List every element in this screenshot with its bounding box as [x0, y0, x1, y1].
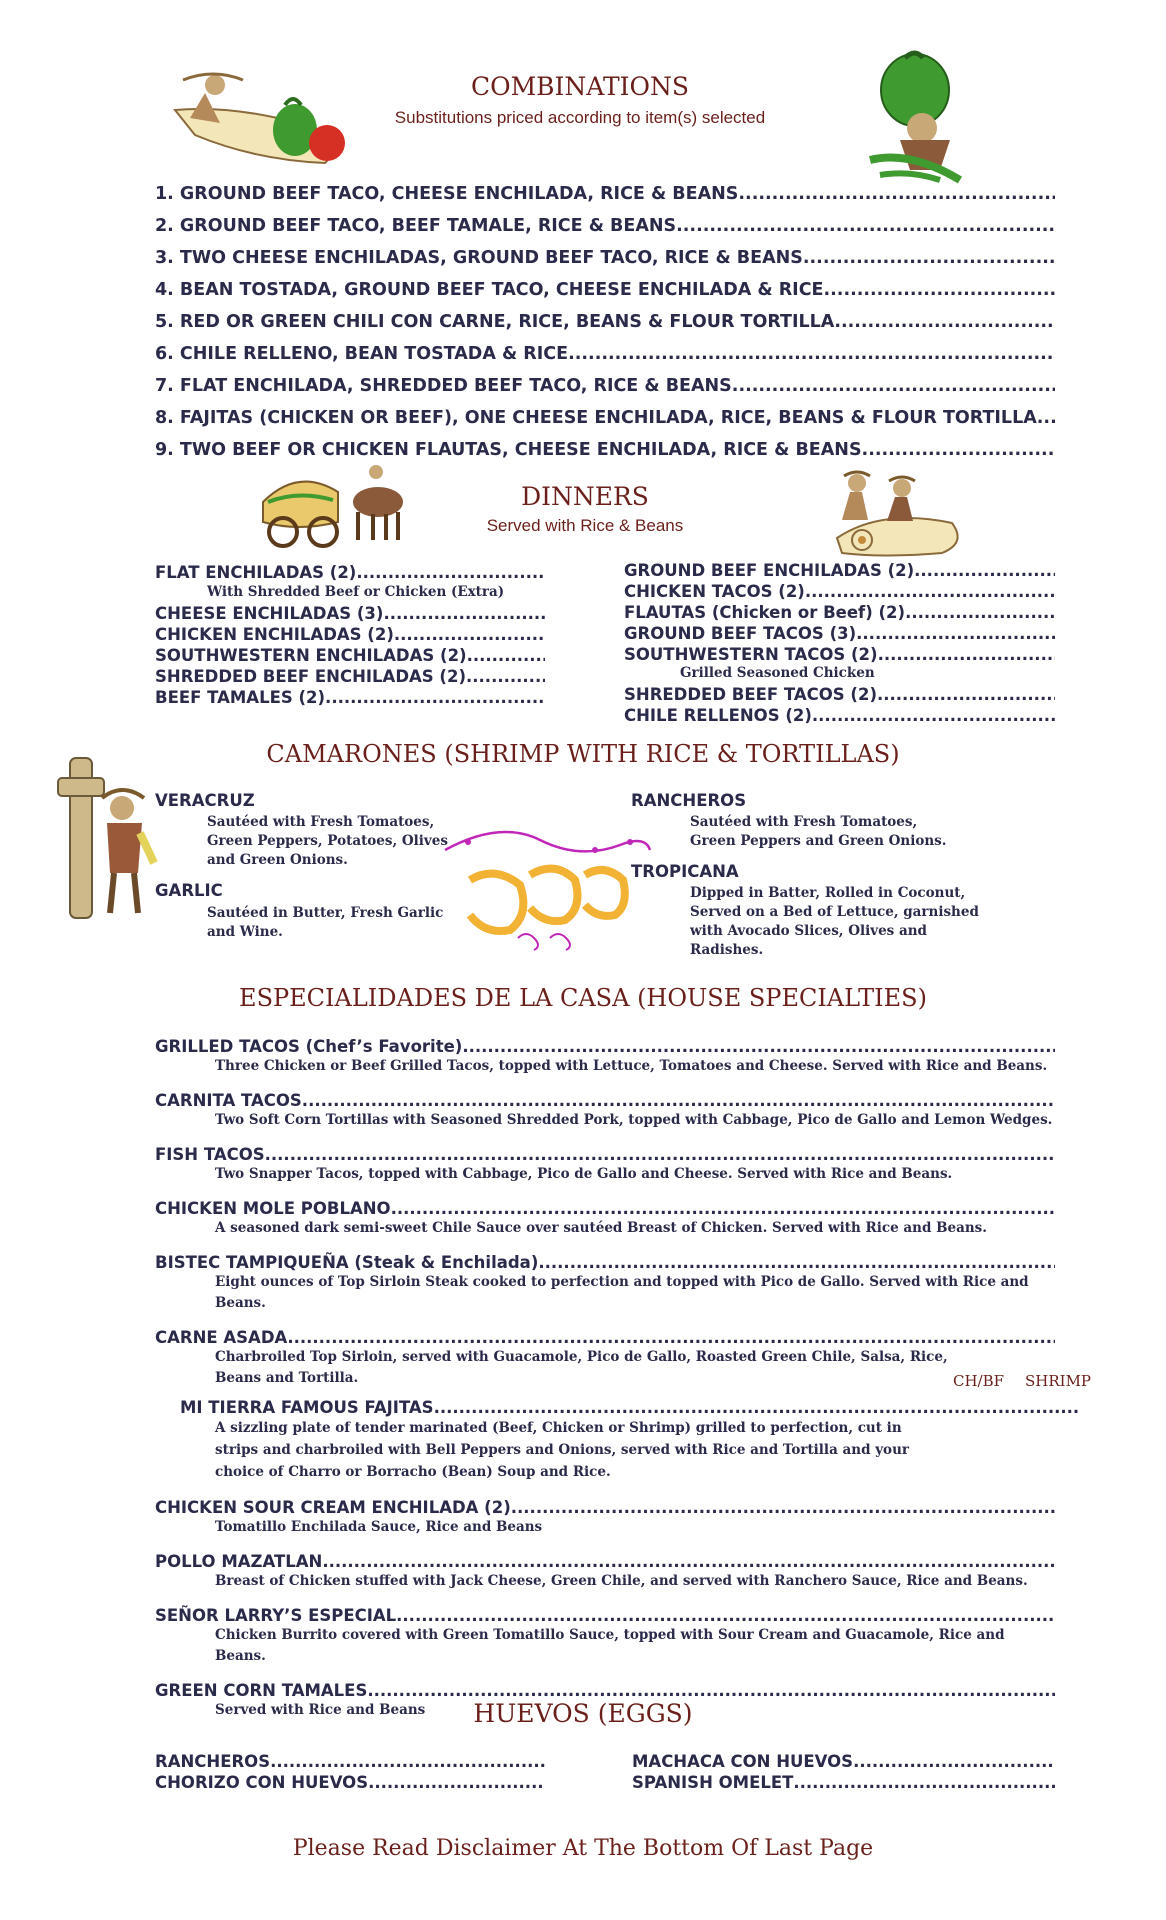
list-item: GROUND BEEF ENCHILADAS (2) .....	[624, 559, 1055, 580]
specialty-desc: Two Soft Corn Tortillas with Seasoned Shredded Pork, topped with Cabbage, Pico de Gallo and Lemon Wedges.	[215, 1112, 1053, 1128]
specialty-desc: Served with Rice and Beans	[215, 1702, 426, 1718]
rancheros-desc: Sautéed with Fresh Tomatoes, Green Peppers and Green Onions.	[690, 814, 947, 849]
list-item: SHREDDED BEEF ENCHILADAS (2) .....	[155, 665, 545, 686]
specialty-desc: Chicken Burrito covered with Green Tomatillo Sauce, topped with Sour Cream and Guacamole, Rice and Beans.	[215, 1627, 1005, 1664]
list-item: 5. RED OR GREEN CHILI CON CARNE, RICE, BEANS & FLOUR TORTILLA .....	[155, 302, 1055, 332]
specialties-title: ESPECIALIDADES DE LA CASA (HOUSE SPECIALTIES)	[239, 984, 927, 1012]
list-item: SPANISH OMELET .....	[632, 1771, 1055, 1792]
specialty-name: GRILLED TACOS (Chef’s Favorite) .....	[155, 1034, 1055, 1056]
specialty-desc: Two Snapper Tacos, topped with Cabbage, Pico de Gallo and Cheese. Served with Rice and Beans.	[215, 1166, 953, 1182]
garlic-name: GARLIC	[155, 881, 223, 900]
green-pepper-man-illustration	[860, 50, 980, 190]
combinations-title: COMBINATIONS	[470, 72, 690, 101]
list-item: CHEESE ENCHILADAS (3) .....	[155, 602, 545, 623]
shrimp-illustration	[440, 820, 660, 965]
list-item: 7. FLAT ENCHILADA, SHREDDED BEEF TACO, RICE & BEANS .....	[155, 366, 1055, 396]
list-item: CHORIZO CON HUEVOS .....	[155, 1771, 545, 1792]
list-item: FLAUTAS (Chicken or Beef) (2) .....	[624, 601, 1055, 622]
specialty-name: GREEN CORN TAMALES .....	[155, 1678, 1055, 1700]
specialty-desc: A sizzling plate of tender marinated (Beef, Chicken or Shrimp) grilled to perfection, cut in strips and charbroiled with Bell Peppers and Onions, served with Rice and Tortilla and your choice of Charro or Borracho (Bean) Soup and Rice.	[215, 1420, 909, 1480]
list-item: 1. GROUND BEEF TACO, CHEESE ENCHILADA, RICE & BEANS .....	[155, 174, 1055, 204]
camarones-title: CAMARONES (SHRIMP WITH RICE & TORTILLAS)	[266, 740, 900, 768]
specialties-list-2	[155, 1495, 1055, 1721]
price-header-shrimp: SHRIMP	[1025, 1372, 1092, 1390]
list-item: GROUND BEEF TACOS (3) .....	[624, 622, 1055, 643]
list-item: 6. CHILE RELLENO, BEAN TOSTADA & RICE .....	[155, 334, 1055, 364]
specialty-desc: A seasoned dark semi-sweet Chile Sauce over sautéed Breast of Chicken. Served with Rice and Beans.	[215, 1220, 987, 1236]
burrito-people-illustration	[822, 468, 972, 560]
list-item: 3. TWO CHEESE ENCHILADAS, GROUND BEEF TACO, RICE & BEANS .....	[155, 238, 1055, 268]
list-item: SHREDDED BEEF TACOS (2) .....	[624, 683, 1055, 704]
specialty-name: CHICKEN SOUR CREAM ENCHILADA (2) .....	[155, 1495, 1055, 1517]
list-item: FLAT ENCHILADAS (2) .....	[155, 561, 545, 582]
dinners-left-list	[155, 561, 545, 707]
man-with-tortilla-board-illustration	[52, 748, 162, 928]
list-item: 8. FAJITAS (CHICKEN OR BEEF), ONE CHEESE ENCHILADA, RICE, BEANS & FLOUR TORTILLA .....	[155, 398, 1055, 428]
list-item: CHICKEN TACOS (2) .....	[624, 580, 1055, 601]
tropicana-name: TROPICANA	[631, 862, 739, 881]
specialty-desc: Charbroiled Top Sirloin, served with Guacamole, Pico de Gallo, Roasted Green Chile, Salsa, Rice, Beans and Tortilla.	[215, 1349, 948, 1386]
specialty-name: FISH TACOS .....	[155, 1142, 1055, 1164]
list-item: 2. GROUND BEEF TACO, BEEF TAMALE, RICE & BEANS .....	[155, 206, 1055, 236]
list-item: SOUTHWESTERN TACOS (2) .....	[624, 643, 1055, 664]
dinners-title: DINNERS	[521, 482, 649, 511]
huevos-title: HUEVOS (EGGS)	[473, 1699, 693, 1728]
specialty-desc: Tomatillo Enchilada Sauce, Rice and Beans	[215, 1519, 543, 1535]
rancheros-name: RANCHEROS	[631, 791, 747, 810]
huevos-right-list	[632, 1750, 1055, 1792]
item-note: With Shredded Beef or Chicken (Extra)	[207, 584, 505, 600]
veracruz-desc: Sautéed with Fresh Tomatoes, Green Peppers, Potatoes, Olives and Green Onions.	[207, 814, 448, 868]
list-item: CHILE RELLENOS (2) .....	[624, 704, 1055, 725]
specialty-name: CARNITA TACOS .....	[155, 1088, 1055, 1110]
dinners-subtitle: Served with Rice & Beans	[486, 516, 684, 535]
list-item: MACHACA CON HUEVOS .....	[632, 1750, 1055, 1771]
specialty-name: CARNE ASADA .....	[155, 1325, 1055, 1347]
list-item: 9. TWO BEEF OR CHICKEN FLAUTAS, CHEESE ENCHILADA, RICE & BEANS .....	[155, 430, 1055, 460]
list-item: RANCHEROS .....	[155, 1750, 545, 1771]
list-item: 4. BEAN TOSTADA, GROUND BEEF TACO, CHEESE ENCHILADA & RICE .....	[155, 270, 1055, 300]
specialty-name: POLLO MAZATLAN .....	[155, 1549, 1055, 1571]
specialty-name: MI TIERRA FAMOUS FAJITAS .....	[180, 1395, 1080, 1417]
price-header-ch-bf: CH/BF	[953, 1372, 1005, 1390]
garlic-desc: Sautéed in Butter, Fresh Garlic and Wine.	[207, 905, 444, 940]
item-note: Grilled Seasoned Chicken	[680, 665, 875, 681]
list-item: CHICKEN ENCHILADAS (2) .....	[155, 623, 545, 644]
tropicana-desc: Dipped in Batter, Rolled in Coconut, Served on a Bed of Lettuce, garnished with Avocado Slices, Olives and Radishes.	[690, 885, 979, 958]
dinners-right-list	[624, 559, 1055, 725]
specialty-name: CHICKEN MOLE POBLANO .....	[155, 1196, 1055, 1218]
combinations-subtitle: Substitutions priced according to item(s) selected	[394, 108, 766, 127]
specialty-desc: Eight ounces of Top Sirloin Steak cooked to perfection and topped with Pico de Gallo. Served with Rice and Beans.	[215, 1274, 1029, 1311]
disclaimer-note: Please Read Disclaimer At The Bottom Of Last Page	[292, 1836, 874, 1861]
specialty-name: SEÑOR LARRY’S ESPECIAL .....	[155, 1603, 1055, 1625]
fajitas-block	[180, 1395, 1080, 1483]
veracruz-name: VERACRUZ	[155, 791, 255, 810]
combinations-list	[155, 174, 1055, 460]
list-item: SOUTHWESTERN ENCHILADAS (2) .....	[155, 644, 545, 665]
list-item: BEEF TAMALES (2) .....	[155, 686, 545, 707]
specialties-list	[155, 1034, 1055, 1389]
specialty-name: BISTEC TAMPIQUEÑA (Steak & Enchilada) .....	[155, 1250, 1055, 1272]
specialty-desc: Breast of Chicken stuffed with Jack Cheese, Green Chile, and served with Ranchero Sauce, Rice and Beans.	[215, 1573, 1028, 1589]
huevos-left-list	[155, 1750, 545, 1792]
specialty-desc: Three Chicken or Beef Grilled Tacos, topped with Lettuce, Tomatoes and Cheese. Served with Rice and Beans.	[215, 1058, 1048, 1074]
